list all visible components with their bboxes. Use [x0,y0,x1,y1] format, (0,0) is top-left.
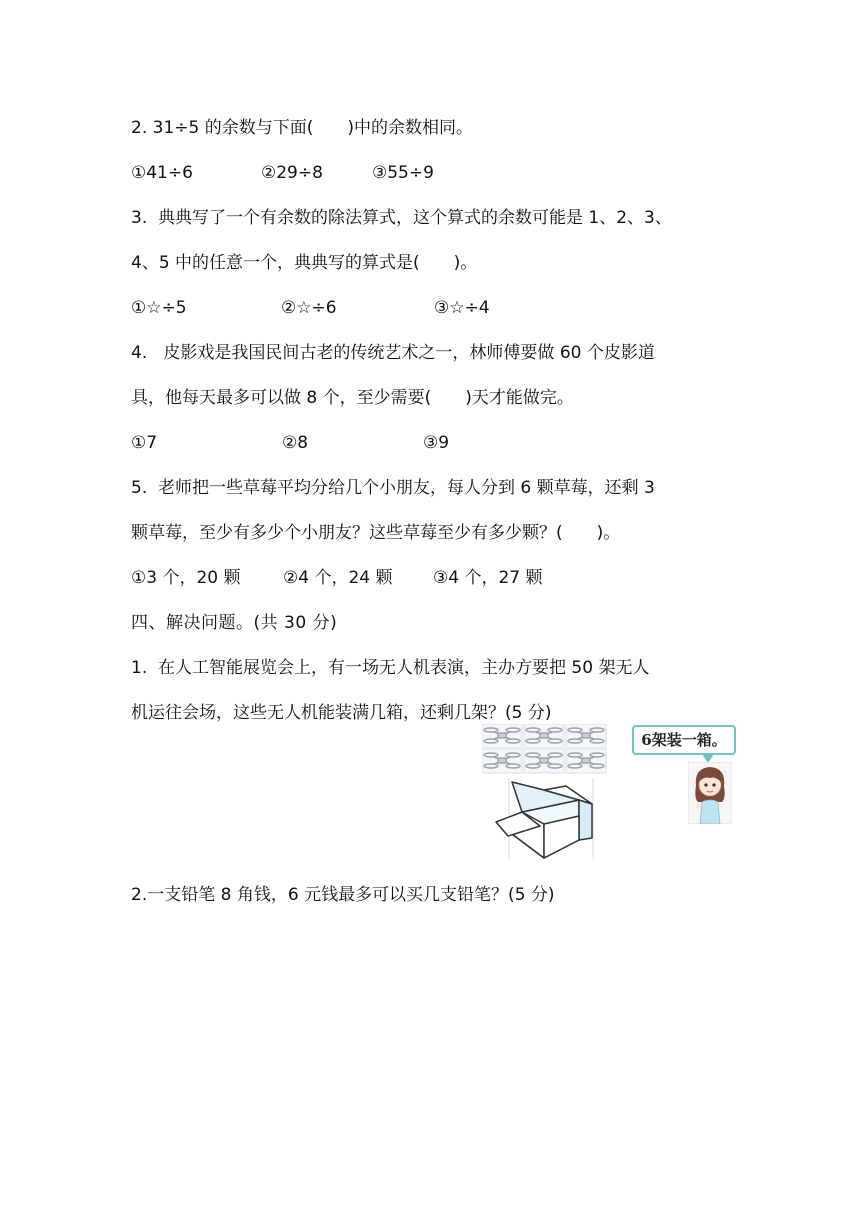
q3-stem-line2: 4、5 中的任意一个，典典写的算式是( )。 [131,253,478,273]
q3-stem-line1: 3. 典典写了一个有余数的除法算式，这个算式的余数可能是 1、2、3、 [131,208,672,228]
q2-option-1: ①41÷6 [131,163,193,183]
girl-character-illustration [688,762,732,824]
section-title: 四、解决问题。(共 30 分) [131,613,338,633]
drones-box-illustration [482,724,608,860]
open-box [496,782,592,858]
q3-option-3: ③☆÷4 [434,298,490,318]
q4-stem-line1: 4. 皮影戏是我国民间古老的传统艺术之一，林师傅要做 60 个皮影道 [131,343,655,363]
q5-stem-line2: 颗草莓，至少有多少个小朋友？这些草莓至少有多少颗？( )。 [131,523,621,543]
q2-stem: 2. 31÷5 的余数与下面( )中的余数相同。 [131,118,473,138]
q4-option-3: ③9 [423,433,450,453]
q5-stem-line1: 5. 老师把一些草莓平均分给几个小朋友，每人分到 6 颗草莓，还剩 3 [131,478,655,498]
q3-option-2: ②☆÷6 [281,298,337,318]
q3-option-1: ①☆÷5 [131,298,187,318]
q2-option-2: ②29÷8 [261,163,323,183]
q5-option-1: ①3 个，20 颗 [131,568,241,588]
p2-line1: 2.一支铅笔 8 角钱，6 元钱最多可以买几支铅笔？(5 分) [131,885,555,905]
speech-bubble: 6架装一箱。 [632,725,736,755]
p1-line2: 机运往会场，这些无人机能装满几箱，还剩几架？(5 分) [131,703,552,723]
q5-option-3: ③4 个，27 颗 [433,568,543,588]
q2-option-3: ③55÷9 [372,163,434,183]
q4-option-2: ②8 [282,433,309,453]
drone-grid [482,724,606,773]
q4-option-1: ①7 [131,433,158,453]
p1-line1: 1. 在人工智能展览会上，有一场无人机表演，主办方要把 50 架无人 [131,658,650,678]
q5-option-2: ②4 个，24 颗 [283,568,393,588]
q4-stem-line2: 具，他每天最多可以做 8 个，至少需要( )天才能做完。 [131,388,574,408]
